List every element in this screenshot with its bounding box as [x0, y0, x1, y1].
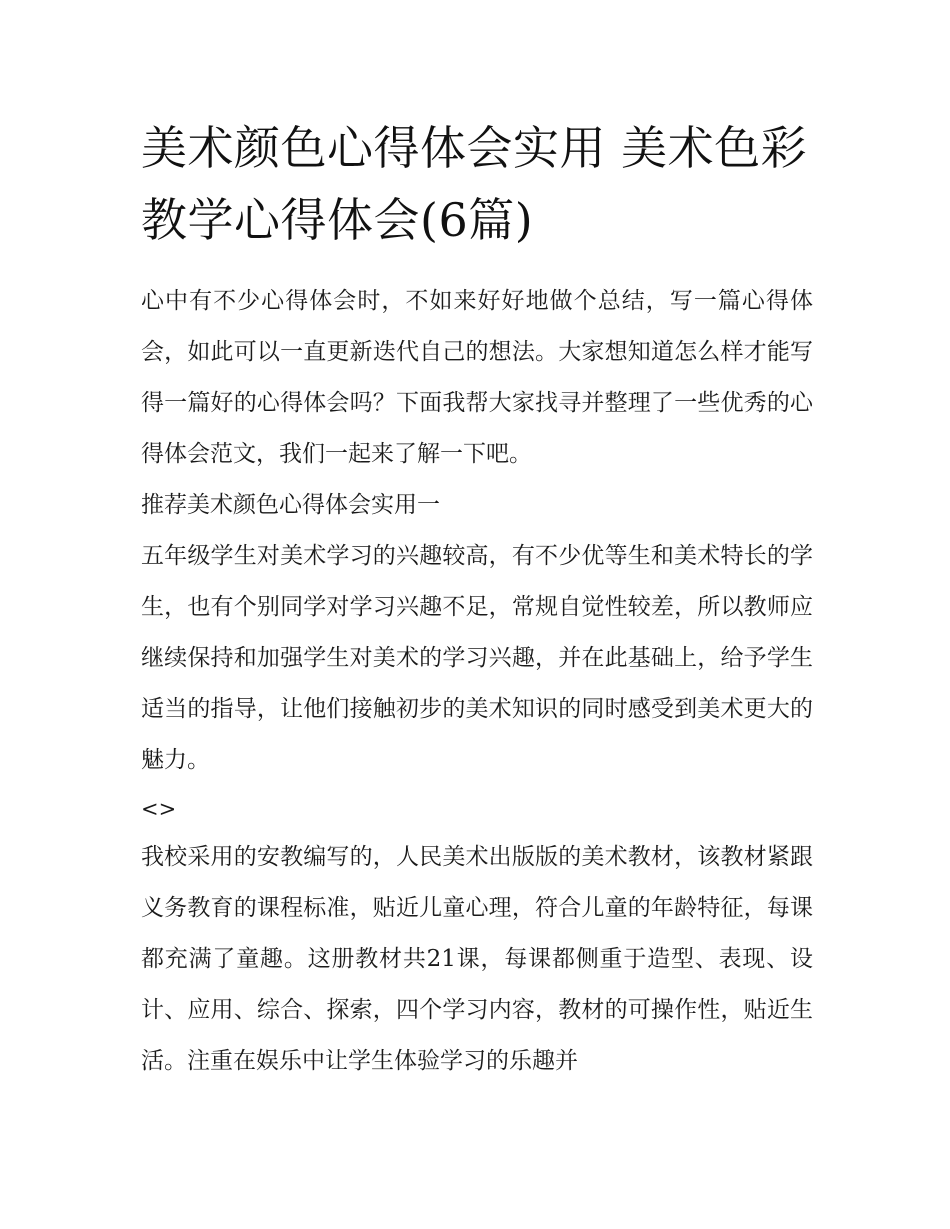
intro-paragraph: 心中有不少心得体会时，不如来好好地做个总结，写一篇心得体会，如此可以一直更新迭代自己的想法。大家想知道怎么样才能写得一篇好的心得体会吗？下面我帮大家找寻并整理了一些优秀的心得体会范文，我们一起来了解一下吧。 — [141, 288, 813, 467]
document-content — [141, 112, 813, 1087]
document-title: 美术颜色心得体会实用 美术色彩教学心得体会(6篇) — [141, 121, 808, 247]
placeholder-marker: <> — [141, 797, 177, 821]
document-body — [141, 276, 813, 1087]
section-heading: 推荐美术颜色心得体会实用一 — [141, 492, 440, 518]
body-paragraph: 五年级学生对美术学习的兴趣较高，有不少优等生和美术特长的学生，也有个别同学对学习兴趣不足，常规自觉性较差，所以教师应继续保持和加强学生对美术的学习兴趣，并在此基础上，给予学生适当的指导，让他们接触初步的美术知识的同时感受到美术更大的魅力。 — [141, 543, 813, 773]
body-paragraph: 我校采用的安教编写的，人民美术出版版的美术教材，该教材紧跟义务教育的课程标准，贴近儿童心理，符合儿童的年龄特征，每课都充满了童趣。这册教材共21课，每课都侧重于造型、表现、设计、应用、综合、探索，四个学习内容，教材的可操作性，贴近生活。注重在娱乐中让学生体验学习的乐趣并 — [141, 844, 813, 1074]
